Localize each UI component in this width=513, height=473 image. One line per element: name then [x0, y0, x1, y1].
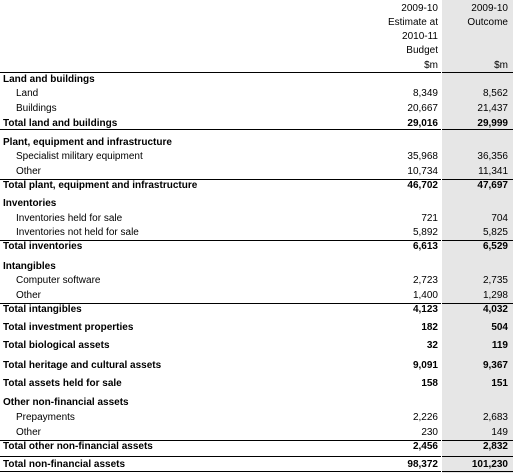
estimate-value: 98,372	[407, 459, 438, 470]
estimate-value: 6,613	[412, 241, 438, 252]
estimate-header-line3: 2010-11	[402, 31, 438, 42]
outcome-header-line2: Outcome	[467, 17, 508, 28]
row-label: Buildings	[16, 103, 57, 114]
table-row	[0, 226, 513, 240]
estimate-header-year: 2009-10	[401, 3, 438, 14]
grand-total-rule	[442, 456, 513, 457]
outcome-value: 149	[491, 427, 508, 438]
outcome-value: 9,367	[482, 360, 508, 371]
row-label: Other	[16, 166, 42, 177]
table-row	[0, 179, 513, 193]
outcome-value: 704	[491, 213, 508, 224]
row-label: Plant, equipment and infrastructure	[3, 137, 172, 148]
table-row	[0, 289, 513, 303]
outcome-value: 47,697	[477, 180, 508, 191]
table-row	[0, 102, 513, 116]
outcome-value: 151	[491, 378, 508, 389]
outcome-value: 2,735	[482, 275, 508, 286]
estimate-value: 158	[421, 378, 438, 389]
estimate-value: 46,702	[407, 180, 438, 191]
estimate-value: 5,892	[412, 227, 438, 238]
grand-total-rule	[0, 471, 441, 472]
row-label: Total land and buildings	[3, 118, 118, 129]
estimate-value: 32	[426, 340, 438, 351]
row-label: Prepayments	[16, 412, 75, 423]
outcome-value: 21,437	[477, 103, 508, 114]
table-row	[0, 411, 513, 425]
outcome-header-unit: $m	[494, 60, 508, 71]
row-label: Computer software	[16, 275, 101, 286]
outcome-header-year: 2009-10	[471, 3, 508, 14]
row-label: Specialist military equipment	[16, 151, 143, 162]
estimate-value: 8,349	[412, 88, 438, 99]
outcome-value: 1,298	[482, 290, 508, 301]
estimate-value: 721	[421, 213, 438, 224]
row-label: Total heritage and cultural assets	[3, 360, 162, 371]
table-row	[0, 426, 513, 440]
grand-total-rule	[0, 456, 441, 457]
outcome-value: 29,999	[477, 118, 508, 129]
estimate-value: 230	[421, 427, 438, 438]
table-row	[0, 339, 513, 353]
table-row	[0, 212, 513, 226]
table-row	[0, 165, 513, 179]
estimate-value: 20,667	[407, 103, 438, 114]
row-label: Total biological assets	[3, 340, 110, 351]
outcome-value: 11,341	[478, 166, 508, 177]
row-label: Total non-financial assets	[3, 459, 126, 470]
table-row	[0, 274, 513, 288]
row-label: Total inventories	[3, 241, 83, 252]
estimate-header-line2: Estimate at	[387, 17, 438, 28]
outcome-value: 6,529	[482, 241, 508, 252]
table-row	[0, 197, 513, 211]
estimate-value: 2,456	[412, 441, 438, 452]
row-label: Other non-financial assets	[3, 397, 129, 408]
table-row	[0, 377, 513, 391]
table-row	[0, 396, 513, 410]
table-row	[0, 359, 513, 373]
row-label: Intangibles	[3, 261, 56, 272]
estimate-value: 4,123	[412, 304, 438, 315]
row-label: Land	[16, 88, 39, 99]
estimate-value: 9,091	[412, 360, 438, 371]
row-label: Total plant, equipment and infrastructure	[3, 180, 198, 191]
outcome-value: 4,032	[482, 304, 508, 315]
table-row	[0, 458, 513, 472]
row-label: Land and buildings	[3, 74, 95, 85]
outcome-value: 36,356	[477, 151, 508, 162]
grand-total-rule	[442, 471, 513, 472]
outcome-value: 119	[491, 340, 508, 351]
estimate-value: 1,400	[412, 290, 438, 301]
table-row	[0, 303, 513, 317]
row-label: Inventories	[3, 198, 57, 209]
table-row	[0, 260, 513, 274]
outcome-value: 101,230	[471, 459, 508, 470]
row-label: Total other non-financial assets	[3, 441, 153, 452]
row-label: Inventories held for sale	[16, 213, 123, 224]
estimate-value: 2,723	[412, 275, 438, 286]
row-label: Total investment properties	[3, 322, 134, 333]
estimate-value: 182	[421, 322, 438, 333]
estimate-value: 29,016	[407, 118, 438, 129]
table-row	[0, 321, 513, 335]
table-row	[0, 73, 513, 87]
estimate-value: 2,226	[412, 412, 438, 423]
row-label: Other	[16, 427, 42, 438]
row-label: Total assets held for sale	[3, 378, 122, 389]
outcome-value: 2,832	[482, 441, 508, 452]
estimate-header-unit: $m	[424, 60, 438, 71]
row-label: Other	[16, 290, 42, 301]
table-row	[0, 150, 513, 164]
outcome-value: 5,825	[482, 227, 508, 238]
estimate-value: 35,968	[407, 151, 438, 162]
table-row	[0, 240, 513, 254]
table-row	[0, 117, 513, 131]
outcome-value: 2,683	[482, 412, 508, 423]
estimate-value: 10,734	[407, 166, 438, 177]
table-row	[0, 136, 513, 150]
table-row	[0, 87, 513, 101]
outcome-value: 504	[491, 322, 508, 333]
estimate-header-line4: Budget	[406, 45, 438, 56]
row-label: Total intangibles	[3, 304, 82, 315]
row-label: Inventories not held for sale	[16, 227, 139, 238]
outcome-value: 8,562	[482, 88, 508, 99]
table-row	[0, 440, 513, 454]
